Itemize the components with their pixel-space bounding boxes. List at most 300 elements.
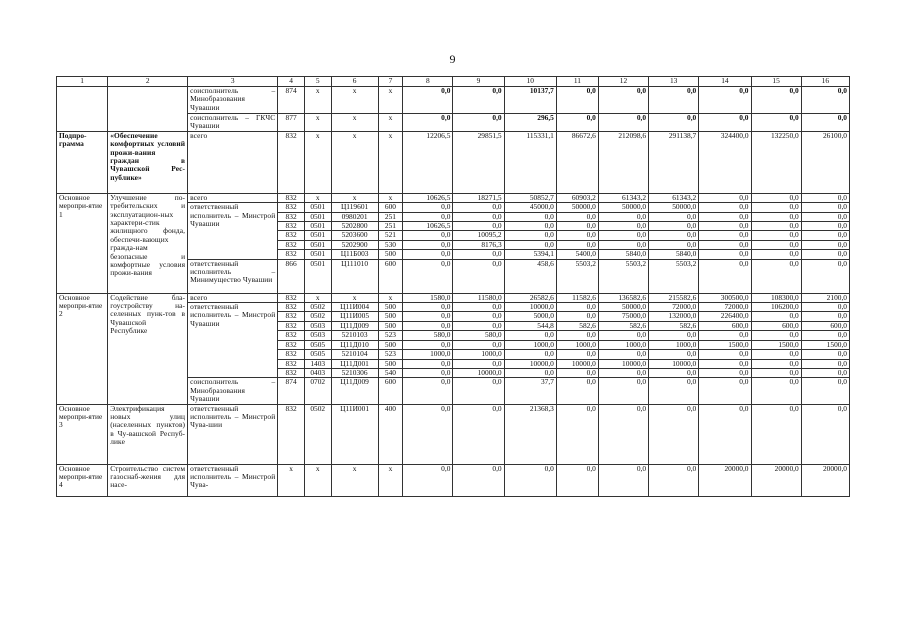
grbs-code-cell: 832 xyxy=(278,312,305,321)
grbs-code-cell: 832 xyxy=(278,231,305,240)
year-value-cell: 0,0 xyxy=(598,350,648,359)
year-value-cell: 0,0 xyxy=(556,331,598,340)
year-value-cell: 50000,0 xyxy=(649,203,699,212)
expense-type-cell: x xyxy=(378,464,403,496)
year-value-cell: 10626,5 xyxy=(403,193,453,202)
grbs-code-cell: 832 xyxy=(278,359,305,368)
year-value-cell: 50000,0 xyxy=(556,203,598,212)
target-article-cell: Ц11Д001 xyxy=(331,359,378,368)
year-value-cell: 0,0 xyxy=(751,378,801,404)
year-value-cell: 0,0 xyxy=(556,87,598,114)
year-value-cell: 0,0 xyxy=(801,303,849,312)
year-value-cell: 0,0 xyxy=(403,250,453,259)
year-value-cell: 0,0 xyxy=(403,212,453,221)
year-value-cell: 61343,2 xyxy=(598,193,648,202)
year-value-cell: 0,0 xyxy=(751,231,801,240)
table-row xyxy=(57,193,850,202)
column-number: 14 xyxy=(699,77,751,87)
year-value-cell: 1580,0 xyxy=(403,293,453,302)
column-number: 12 xyxy=(598,77,648,87)
year-value-cell: 0,0 xyxy=(801,87,849,114)
year-value-cell: 5394,1 xyxy=(504,250,556,259)
year-value-cell: 0,0 xyxy=(403,404,453,464)
grbs-code-cell: 832 xyxy=(278,250,305,259)
year-value-cell: 86672,6 xyxy=(556,131,598,193)
year-value-cell: 26100,0 xyxy=(801,131,849,193)
target-article-cell: 5210104 xyxy=(331,350,378,359)
year-value-cell: 0,0 xyxy=(751,212,801,221)
section-code-cell: 0502 xyxy=(304,404,331,464)
year-value-cell: 0,0 xyxy=(453,359,504,368)
expense-type-cell: 600 xyxy=(378,259,403,293)
section-code-cell: x xyxy=(304,87,331,114)
measure-name-cell: Строительство систем газоснаб-жения для насе- xyxy=(108,464,188,496)
section-code-cell: 0501 xyxy=(304,212,331,221)
target-article-cell: Ц11И001 xyxy=(331,404,378,464)
year-value-cell: 0,0 xyxy=(801,193,849,202)
year-value-cell: 0,0 xyxy=(598,368,648,377)
year-value-cell: 580,0 xyxy=(453,331,504,340)
year-value-cell: 0,0 xyxy=(403,312,453,321)
measure-name-cell: Содействие бла-гоустройству на-селенных пунк-тов в Чувашской Республике xyxy=(108,293,188,404)
year-value-cell: 10000,0 xyxy=(556,359,598,368)
year-value-cell: 0,0 xyxy=(751,193,801,202)
year-value-cell: 5503,2 xyxy=(649,259,699,293)
year-value-cell: 300500,0 xyxy=(699,293,751,302)
year-value-cell: 0,0 xyxy=(504,240,556,249)
grbs-code-cell: 866 xyxy=(278,259,305,293)
year-value-cell: 582,6 xyxy=(556,321,598,330)
year-value-cell: 0,0 xyxy=(453,250,504,259)
table-row xyxy=(57,464,850,496)
year-value-cell: 0,0 xyxy=(556,312,598,321)
year-value-cell: 0,0 xyxy=(801,250,849,259)
year-value-cell: 580,0 xyxy=(403,331,453,340)
year-value-cell: 0,0 xyxy=(699,368,751,377)
expense-type-cell: 600 xyxy=(378,203,403,212)
year-value-cell: 0,0 xyxy=(598,87,648,114)
year-value-cell: 61343,2 xyxy=(649,193,699,202)
table-row xyxy=(57,293,850,302)
year-value-cell: 0,0 xyxy=(699,331,751,340)
target-article-cell: 5202900 xyxy=(331,240,378,249)
year-value-cell: 0,0 xyxy=(403,340,453,349)
year-value-cell: 0,0 xyxy=(403,303,453,312)
target-article-cell: x xyxy=(331,87,378,114)
measure-type-cell: Основное меропри-ятие 4 xyxy=(57,464,108,496)
measure-type-cell: Основное меропри-ятие 1 xyxy=(57,193,108,293)
year-value-cell: 600,0 xyxy=(751,321,801,330)
year-value-cell: 0,0 xyxy=(751,240,801,249)
section-code-cell: 0501 xyxy=(304,259,331,293)
year-value-cell: 50000,0 xyxy=(598,303,648,312)
year-value-cell: 0,0 xyxy=(453,222,504,231)
year-value-cell: 0,0 xyxy=(751,222,801,231)
target-article-cell: Ц11Б003 xyxy=(331,250,378,259)
year-value-cell: 0,0 xyxy=(649,350,699,359)
year-value-cell: 0,0 xyxy=(751,312,801,321)
year-value-cell: 0,0 xyxy=(649,222,699,231)
year-value-cell: 0,0 xyxy=(403,359,453,368)
executor-cell: ответственный исполнитель – Минстрой Чувашии xyxy=(188,303,278,378)
year-value-cell: 226400,0 xyxy=(699,312,751,321)
column-number: 7 xyxy=(378,77,403,87)
year-value-cell: 10000,0 xyxy=(504,303,556,312)
grbs-code-cell: 832 xyxy=(278,193,305,202)
table-body xyxy=(57,77,850,497)
expense-type-cell: 500 xyxy=(378,340,403,349)
year-value-cell: 10095,2 xyxy=(453,231,504,240)
expense-type-cell: x xyxy=(378,131,403,193)
year-value-cell: 0,0 xyxy=(453,87,504,114)
year-value-cell: 0,0 xyxy=(556,368,598,377)
year-value-cell: 136582,6 xyxy=(598,293,648,302)
year-value-cell: 0,0 xyxy=(801,212,849,221)
section-code-cell: 0501 xyxy=(304,250,331,259)
section-code-cell: 0502 xyxy=(304,312,331,321)
section-code-cell: x xyxy=(304,114,331,132)
grbs-code-cell: 832 xyxy=(278,222,305,231)
grbs-code-cell: x xyxy=(278,464,305,496)
year-value-cell: 0,0 xyxy=(699,404,751,464)
year-value-cell: 0,0 xyxy=(598,222,648,231)
section-code-cell: 0501 xyxy=(304,222,331,231)
target-article-cell: 5203600 xyxy=(331,231,378,240)
year-value-cell: 0,0 xyxy=(453,212,504,221)
year-value-cell: 0,0 xyxy=(649,368,699,377)
executor-cell: соисполнитель – Минобразования Чувашии xyxy=(188,87,278,114)
year-value-cell: 11582,6 xyxy=(556,293,598,302)
measure-name-cell: Улучшение по-требительских и эксплуатацион-ных характери-стик жилищного фонда, обеспечи-вающих гражда-нам безопасные и комфортные условия прожи-вания xyxy=(108,193,188,293)
year-value-cell: 0,0 xyxy=(453,114,504,132)
column-number: 6 xyxy=(331,77,378,87)
year-value-cell: 0,0 xyxy=(556,350,598,359)
year-value-cell: 0,0 xyxy=(699,222,751,231)
year-value-cell: 132000,0 xyxy=(649,312,699,321)
target-article-cell: x xyxy=(331,131,378,193)
year-value-cell: 0,0 xyxy=(751,331,801,340)
year-value-cell: 10000,0 xyxy=(649,359,699,368)
column-number: 1 xyxy=(57,77,108,87)
year-value-cell: 0,0 xyxy=(699,193,751,202)
year-value-cell: 0,0 xyxy=(504,212,556,221)
year-value-cell: 0,0 xyxy=(801,203,849,212)
section-code-cell: 0403 xyxy=(304,368,331,377)
year-value-cell: 0,0 xyxy=(801,240,849,249)
section-code-cell: x xyxy=(304,464,331,496)
year-value-cell: 0,0 xyxy=(598,464,648,496)
grbs-code-cell: 832 xyxy=(278,368,305,377)
year-value-cell: 0,0 xyxy=(598,240,648,249)
year-value-cell: 0,0 xyxy=(649,231,699,240)
year-value-cell: 1500,0 xyxy=(801,340,849,349)
section-code-cell: 0502 xyxy=(304,303,331,312)
column-number: 11 xyxy=(556,77,598,87)
target-article-cell: Ц119601 xyxy=(331,203,378,212)
year-value-cell: 0,0 xyxy=(699,350,751,359)
expense-type-cell: 530 xyxy=(378,240,403,249)
column-number: 9 xyxy=(453,77,504,87)
year-value-cell: 0,0 xyxy=(556,222,598,231)
year-value-cell: 0,0 xyxy=(649,378,699,404)
year-value-cell: 0,0 xyxy=(699,87,751,114)
year-value-cell: 0,0 xyxy=(801,368,849,377)
year-value-cell: 0,0 xyxy=(649,331,699,340)
year-value-cell: 72000,0 xyxy=(649,303,699,312)
year-value-cell: 0,0 xyxy=(403,464,453,496)
year-value-cell: 0,0 xyxy=(751,203,801,212)
section-code-cell: 0505 xyxy=(304,340,331,349)
year-value-cell: 0,0 xyxy=(453,312,504,321)
year-value-cell: 0,0 xyxy=(504,464,556,496)
year-value-cell: 0,0 xyxy=(504,331,556,340)
year-value-cell: 0,0 xyxy=(598,331,648,340)
year-value-cell: 0,0 xyxy=(504,350,556,359)
year-value-cell: 5840,0 xyxy=(598,250,648,259)
year-value-cell: 0,0 xyxy=(801,312,849,321)
year-value-cell: 0,0 xyxy=(801,114,849,132)
expense-type-cell: 500 xyxy=(378,250,403,259)
target-article-cell: 5210103 xyxy=(331,331,378,340)
year-value-cell: 0,0 xyxy=(453,203,504,212)
year-value-cell: 296,5 xyxy=(504,114,556,132)
year-value-cell: 291138,7 xyxy=(649,131,699,193)
year-value-cell: 0,0 xyxy=(403,87,453,114)
grbs-code-cell: 832 xyxy=(278,131,305,193)
target-article-cell: x xyxy=(331,293,378,302)
target-article-cell: Ц11И005 xyxy=(331,312,378,321)
year-value-cell: 0,0 xyxy=(801,350,849,359)
grbs-code-cell: 877 xyxy=(278,114,305,132)
expense-type-cell: x xyxy=(378,87,403,114)
year-value-cell: 45000,0 xyxy=(504,203,556,212)
expense-type-cell: 500 xyxy=(378,359,403,368)
year-value-cell: 0,0 xyxy=(801,331,849,340)
year-value-cell: 0,0 xyxy=(699,231,751,240)
year-value-cell: 0,0 xyxy=(699,250,751,259)
grbs-code-cell: 832 xyxy=(278,212,305,221)
year-value-cell: 0,0 xyxy=(453,378,504,404)
year-value-cell: 0,0 xyxy=(598,114,648,132)
year-value-cell: 1500,0 xyxy=(751,340,801,349)
year-value-cell: 0,0 xyxy=(453,259,504,293)
grbs-code-cell: 832 xyxy=(278,321,305,330)
year-value-cell: 72000,0 xyxy=(699,303,751,312)
year-value-cell: 0,0 xyxy=(751,350,801,359)
year-value-cell: 0,0 xyxy=(699,359,751,368)
column-number: 8 xyxy=(403,77,453,87)
table-row xyxy=(57,404,850,464)
year-value-cell: 582,6 xyxy=(598,321,648,330)
year-value-cell: 75000,0 xyxy=(598,312,648,321)
year-value-cell: 108300,0 xyxy=(751,293,801,302)
year-value-cell: 2100,0 xyxy=(801,293,849,302)
year-value-cell: 0,0 xyxy=(504,222,556,231)
year-value-cell: 0,0 xyxy=(453,303,504,312)
grbs-code-cell: 832 xyxy=(278,340,305,349)
year-value-cell: 324400,0 xyxy=(699,131,751,193)
year-value-cell: 0,0 xyxy=(649,240,699,249)
year-value-cell: 0,0 xyxy=(403,231,453,240)
column-number: 16 xyxy=(801,77,849,87)
section-code-cell: 0505 xyxy=(304,350,331,359)
year-value-cell: 20000,0 xyxy=(801,464,849,496)
column-number: 13 xyxy=(649,77,699,87)
year-value-cell: 0,0 xyxy=(556,114,598,132)
year-value-cell: 29851,5 xyxy=(453,131,504,193)
expense-type-cell: 500 xyxy=(378,303,403,312)
year-value-cell: 600,0 xyxy=(699,321,751,330)
year-value-cell: 0,0 xyxy=(403,368,453,377)
year-value-cell: 0,0 xyxy=(649,404,699,464)
year-value-cell: 12206,5 xyxy=(403,131,453,193)
table-row xyxy=(57,87,850,114)
year-value-cell: 1000,0 xyxy=(649,340,699,349)
expense-type-cell: 500 xyxy=(378,312,403,321)
section-code-cell: x xyxy=(304,193,331,202)
year-value-cell: 0,0 xyxy=(403,114,453,132)
expense-type-cell: 500 xyxy=(378,321,403,330)
expense-type-cell: 600 xyxy=(378,378,403,404)
year-value-cell: 18271,5 xyxy=(453,193,504,202)
year-value-cell: 0,0 xyxy=(801,359,849,368)
year-value-cell: 582,6 xyxy=(649,321,699,330)
executor-cell: ответственный исполнитель – Минстрой Чува-шии xyxy=(188,404,278,464)
executor-cell: соисполнитель – ГКЧС Чувашии xyxy=(188,114,278,132)
year-value-cell: 0,0 xyxy=(801,259,849,293)
target-article-cell: Ц111010 xyxy=(331,259,378,293)
grbs-code-cell: 832 xyxy=(278,350,305,359)
section-code-cell: 0702 xyxy=(304,378,331,404)
expense-type-cell: 400 xyxy=(378,404,403,464)
grbs-code-cell: 832 xyxy=(278,303,305,312)
year-value-cell: 0,0 xyxy=(556,303,598,312)
target-article-cell: 0980201 xyxy=(331,212,378,221)
measure-type-cell: Основное меропри-ятие 3 xyxy=(57,404,108,464)
year-value-cell: 0,0 xyxy=(453,321,504,330)
year-value-cell: 600,0 xyxy=(801,321,849,330)
year-value-cell: 0,0 xyxy=(649,212,699,221)
section-code-cell: 1403 xyxy=(304,359,331,368)
year-value-cell: 37,7 xyxy=(504,378,556,404)
expense-type-cell: 523 xyxy=(378,350,403,359)
target-article-cell: Ц11Д009 xyxy=(331,378,378,404)
year-value-cell: 0,0 xyxy=(751,259,801,293)
section-code-cell: 0503 xyxy=(304,321,331,330)
year-value-cell: 1000,0 xyxy=(403,350,453,359)
year-value-cell: 26582,6 xyxy=(504,293,556,302)
section-code-cell: 0501 xyxy=(304,240,331,249)
budget-table xyxy=(56,76,850,497)
year-value-cell: 212098,6 xyxy=(598,131,648,193)
year-value-cell: 0,0 xyxy=(699,203,751,212)
year-value-cell: 0,0 xyxy=(598,378,648,404)
expense-type-cell: 540 xyxy=(378,368,403,377)
year-value-cell: 0,0 xyxy=(751,87,801,114)
year-value-cell: 5840,0 xyxy=(649,250,699,259)
column-number: 2 xyxy=(108,77,188,87)
year-value-cell: 1000,0 xyxy=(598,340,648,349)
year-value-cell: 0,0 xyxy=(556,464,598,496)
target-article-cell: 5210306 xyxy=(331,368,378,377)
year-value-cell: 0,0 xyxy=(751,250,801,259)
year-value-cell: 0,0 xyxy=(453,404,504,464)
column-number: 15 xyxy=(751,77,801,87)
year-value-cell: 215582,6 xyxy=(649,293,699,302)
target-article-cell: 5202800 xyxy=(331,222,378,231)
year-value-cell: 0,0 xyxy=(403,240,453,249)
year-value-cell: 0,0 xyxy=(504,231,556,240)
year-value-cell: 0,0 xyxy=(699,259,751,293)
target-article-cell: x xyxy=(331,114,378,132)
page-number: 9 xyxy=(449,52,456,66)
year-value-cell: 0,0 xyxy=(699,240,751,249)
year-value-cell: 10626,5 xyxy=(403,222,453,231)
year-value-cell: 0,0 xyxy=(649,464,699,496)
year-value-cell: 5503,2 xyxy=(556,259,598,293)
year-value-cell: 0,0 xyxy=(801,404,849,464)
grbs-code-cell: 874 xyxy=(278,87,305,114)
column-number: 10 xyxy=(504,77,556,87)
year-value-cell: 0,0 xyxy=(556,240,598,249)
year-value-cell: 458,6 xyxy=(504,259,556,293)
year-value-cell: 0,0 xyxy=(504,368,556,377)
measure-name-cell xyxy=(108,87,188,132)
measure-type-cell xyxy=(57,87,108,132)
year-value-cell: 10137,7 xyxy=(504,87,556,114)
year-value-cell: 0,0 xyxy=(751,404,801,464)
year-value-cell: 60903,2 xyxy=(556,193,598,202)
year-value-cell: 0,0 xyxy=(598,231,648,240)
target-article-cell: Ц11И004 xyxy=(331,303,378,312)
year-value-cell: 0,0 xyxy=(598,404,648,464)
grbs-code-cell: 832 xyxy=(278,404,305,464)
target-article-cell: x xyxy=(331,464,378,496)
section-code-cell: x xyxy=(304,293,331,302)
year-value-cell: 0,0 xyxy=(699,212,751,221)
year-value-cell: 132250,0 xyxy=(751,131,801,193)
expense-type-cell: x xyxy=(378,114,403,132)
measure-type-cell: Основное меропри-ятие 2 xyxy=(57,293,108,404)
grbs-code-cell: 832 xyxy=(278,240,305,249)
grbs-code-cell: 832 xyxy=(278,203,305,212)
year-value-cell: 0,0 xyxy=(403,378,453,404)
measure-type-cell: Подпро-грамма xyxy=(57,131,108,193)
executor-cell: всего xyxy=(188,131,278,193)
column-number: 5 xyxy=(304,77,331,87)
year-value-cell: 115331,1 xyxy=(504,131,556,193)
executor-cell: всего xyxy=(188,193,278,202)
section-code-cell: 0503 xyxy=(304,331,331,340)
year-value-cell: 0,0 xyxy=(403,259,453,293)
year-value-cell: 1000,0 xyxy=(453,350,504,359)
year-value-cell: 8176,3 xyxy=(453,240,504,249)
year-value-cell: 0,0 xyxy=(403,321,453,330)
column-number: 4 xyxy=(278,77,305,87)
year-value-cell: 0,0 xyxy=(801,231,849,240)
year-value-cell: 0,0 xyxy=(556,404,598,464)
year-value-cell: 0,0 xyxy=(751,368,801,377)
year-value-cell: 0,0 xyxy=(556,231,598,240)
year-value-cell: 0,0 xyxy=(699,378,751,404)
measure-name-cell: «Обеспечение комфортных условий прожи-вания граждан в Чувашской Рес-публике» xyxy=(108,131,188,193)
year-value-cell: 0,0 xyxy=(801,222,849,231)
year-value-cell: 5000,0 xyxy=(504,312,556,321)
year-value-cell: 50000,0 xyxy=(598,203,648,212)
year-value-cell: 50852,7 xyxy=(504,193,556,202)
measure-name-cell: Электрификация новых улиц (населенных пунктов) в Чу-вашской Респуб-лике xyxy=(108,404,188,464)
year-value-cell: 0,0 xyxy=(751,359,801,368)
